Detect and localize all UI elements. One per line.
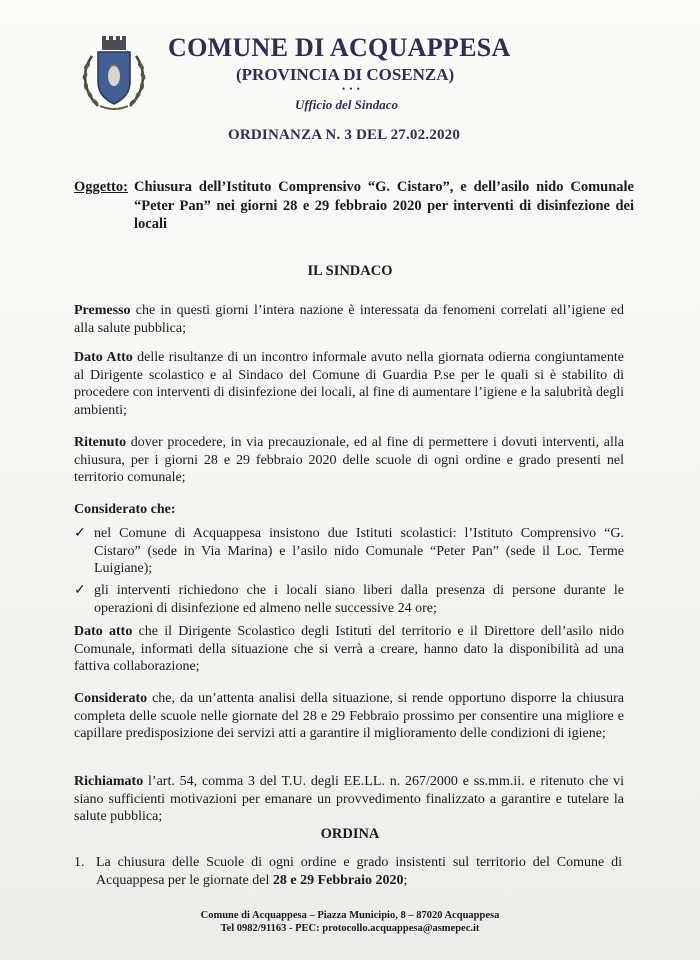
paragraph-considerato bbox=[74, 690, 624, 743]
paragraph-dato-atto bbox=[74, 349, 624, 419]
checkmark-icon: ✓ bbox=[74, 526, 86, 541]
order-item-text: La chiusura delle Scuole di ogni ordine e grado insistenti sul territorio del Comune di Acquappesa per le giornate del bbox=[96, 855, 622, 888]
coat-of-arms-icon bbox=[78, 34, 150, 114]
ritenuto-text: dover procedere, in via precauzionale, ed al fine di permettere i dovuti interventi, alla chiusura, per i giorni 28 e 29 febbraio 2020 delle scuole di ogni ordine e grado presenti nel territorio comunale; bbox=[74, 435, 624, 485]
list-item-text: gli interventi richiedono che i locali siano liberi dalla presenza di persone durante le operazioni di disinfezione ed almeno nelle successive 24 ore; bbox=[94, 583, 624, 616]
heading-ordina: ORDINA bbox=[320, 826, 380, 842]
province-subtitle: (PROVINCIA DI COSENZA) bbox=[236, 65, 455, 84]
checkmark-icon: ✓ bbox=[74, 583, 86, 598]
subject-text: Chiusura dell’Istituto Comprensivo “G. Cistaro”, e dell’asilo nido Comunale “Peter Pan” nei giorni 28 e 29 febbraio 2020 per interventi di disinfezione dei locali bbox=[134, 179, 634, 232]
list-item bbox=[74, 582, 624, 617]
order-item-end: ; bbox=[403, 872, 408, 888]
paragraph-premesso bbox=[74, 302, 624, 337]
premesso-lead: Premesso bbox=[74, 303, 131, 318]
order-item-number: 1. bbox=[74, 855, 85, 870]
dato-atto-2-lead: Dato atto bbox=[74, 624, 133, 639]
heading-considerato-che: Considerato che: bbox=[74, 502, 176, 517]
list-item-text: nel Comune di Acquappesa insistono due Istituti scolastici: l’Istituto Comprensivo “G. Cistaro” (sede in Via Marina) e l’asilo nido Comunale “Peter Pan” (sede il Loc. Terme Luigiane); bbox=[94, 526, 624, 576]
office-name: Ufficio del Sindaco bbox=[295, 97, 399, 112]
dato-atto-2-text: che il Dirigente Scolastico degli Istituti del territorio e il Direttore dell’asilo nido Comunale, informati della situazione che si verrà a creare, hanno dato la disponibilità ad una fattiva collaborazione; bbox=[74, 624, 624, 674]
paragraph-ritenuto bbox=[74, 434, 624, 487]
ordinance-number: ORDINANZA N. 3 DEL 27.02.2020 bbox=[228, 127, 461, 143]
ritenuto-lead: Ritenuto bbox=[74, 435, 127, 450]
separator-dots: • • • bbox=[342, 84, 361, 94]
considerato-text: che, da un’attenta analisi della situazione, si rende opportuno disporre la chiusura completa delle scuole nelle giornate del 28 e 29 Febbraio prossimo per consentire una migliore e capillare predisposizione dei servizi atti a garantire il miglioramento delle condizioni di igiene; bbox=[74, 691, 624, 741]
municipality-title: COMUNE DI ACQUAPPESA bbox=[168, 33, 511, 62]
heading-il-sindaco: IL SINDACO bbox=[307, 263, 393, 279]
considerato-lead: Considerato bbox=[74, 691, 148, 706]
footer-address-line: Comune di Acquappesa – Piazza Municipio, 8 – 87020 Acquappesa bbox=[200, 910, 500, 921]
paragraph-richiamato bbox=[74, 773, 624, 826]
order-item bbox=[74, 854, 622, 889]
premesso-text: che in questi giorni l’intera nazione è interessata da fenomeni correlati all’igiene ed alla salute pubblica; bbox=[74, 303, 624, 336]
dato-atto-lead: Dato Atto bbox=[74, 350, 133, 365]
dato-atto-text: delle risultanze di un incontro informale avuto nella giornata odierna congiuntamente al Dirigente scolastico e al Sindaco del Comune di Guardia P.se per le quali si è stabilito di procedere con interventi di disinfezione dei locali, al fine di aumentare l’igiene e la salubrità degli ambienti; bbox=[74, 350, 625, 418]
footer-address bbox=[0, 909, 700, 935]
richiamato-text: l’art. 54, comma 3 del T.U. degli EE.LL. n. 267/2000 e ss.mm.ii. e ritenuto che vi siano sufficienti motivazioni per emanare un provvedimento finalizzato a garantire e tutelare la salute pubblica; bbox=[74, 774, 624, 824]
footer-contact-line: Tel 0982/91163 - PEC: protocollo.acquappesa@asmepec.it bbox=[220, 923, 480, 934]
paragraph-dato-atto-2 bbox=[74, 623, 624, 676]
richiamato-lead: Richiamato bbox=[74, 774, 144, 789]
subject-block bbox=[74, 178, 634, 234]
subject-label: Oggetto: bbox=[74, 179, 128, 195]
list-item bbox=[74, 525, 624, 578]
order-item-dates: 28 e 29 Febbraio 2020 bbox=[272, 872, 404, 888]
